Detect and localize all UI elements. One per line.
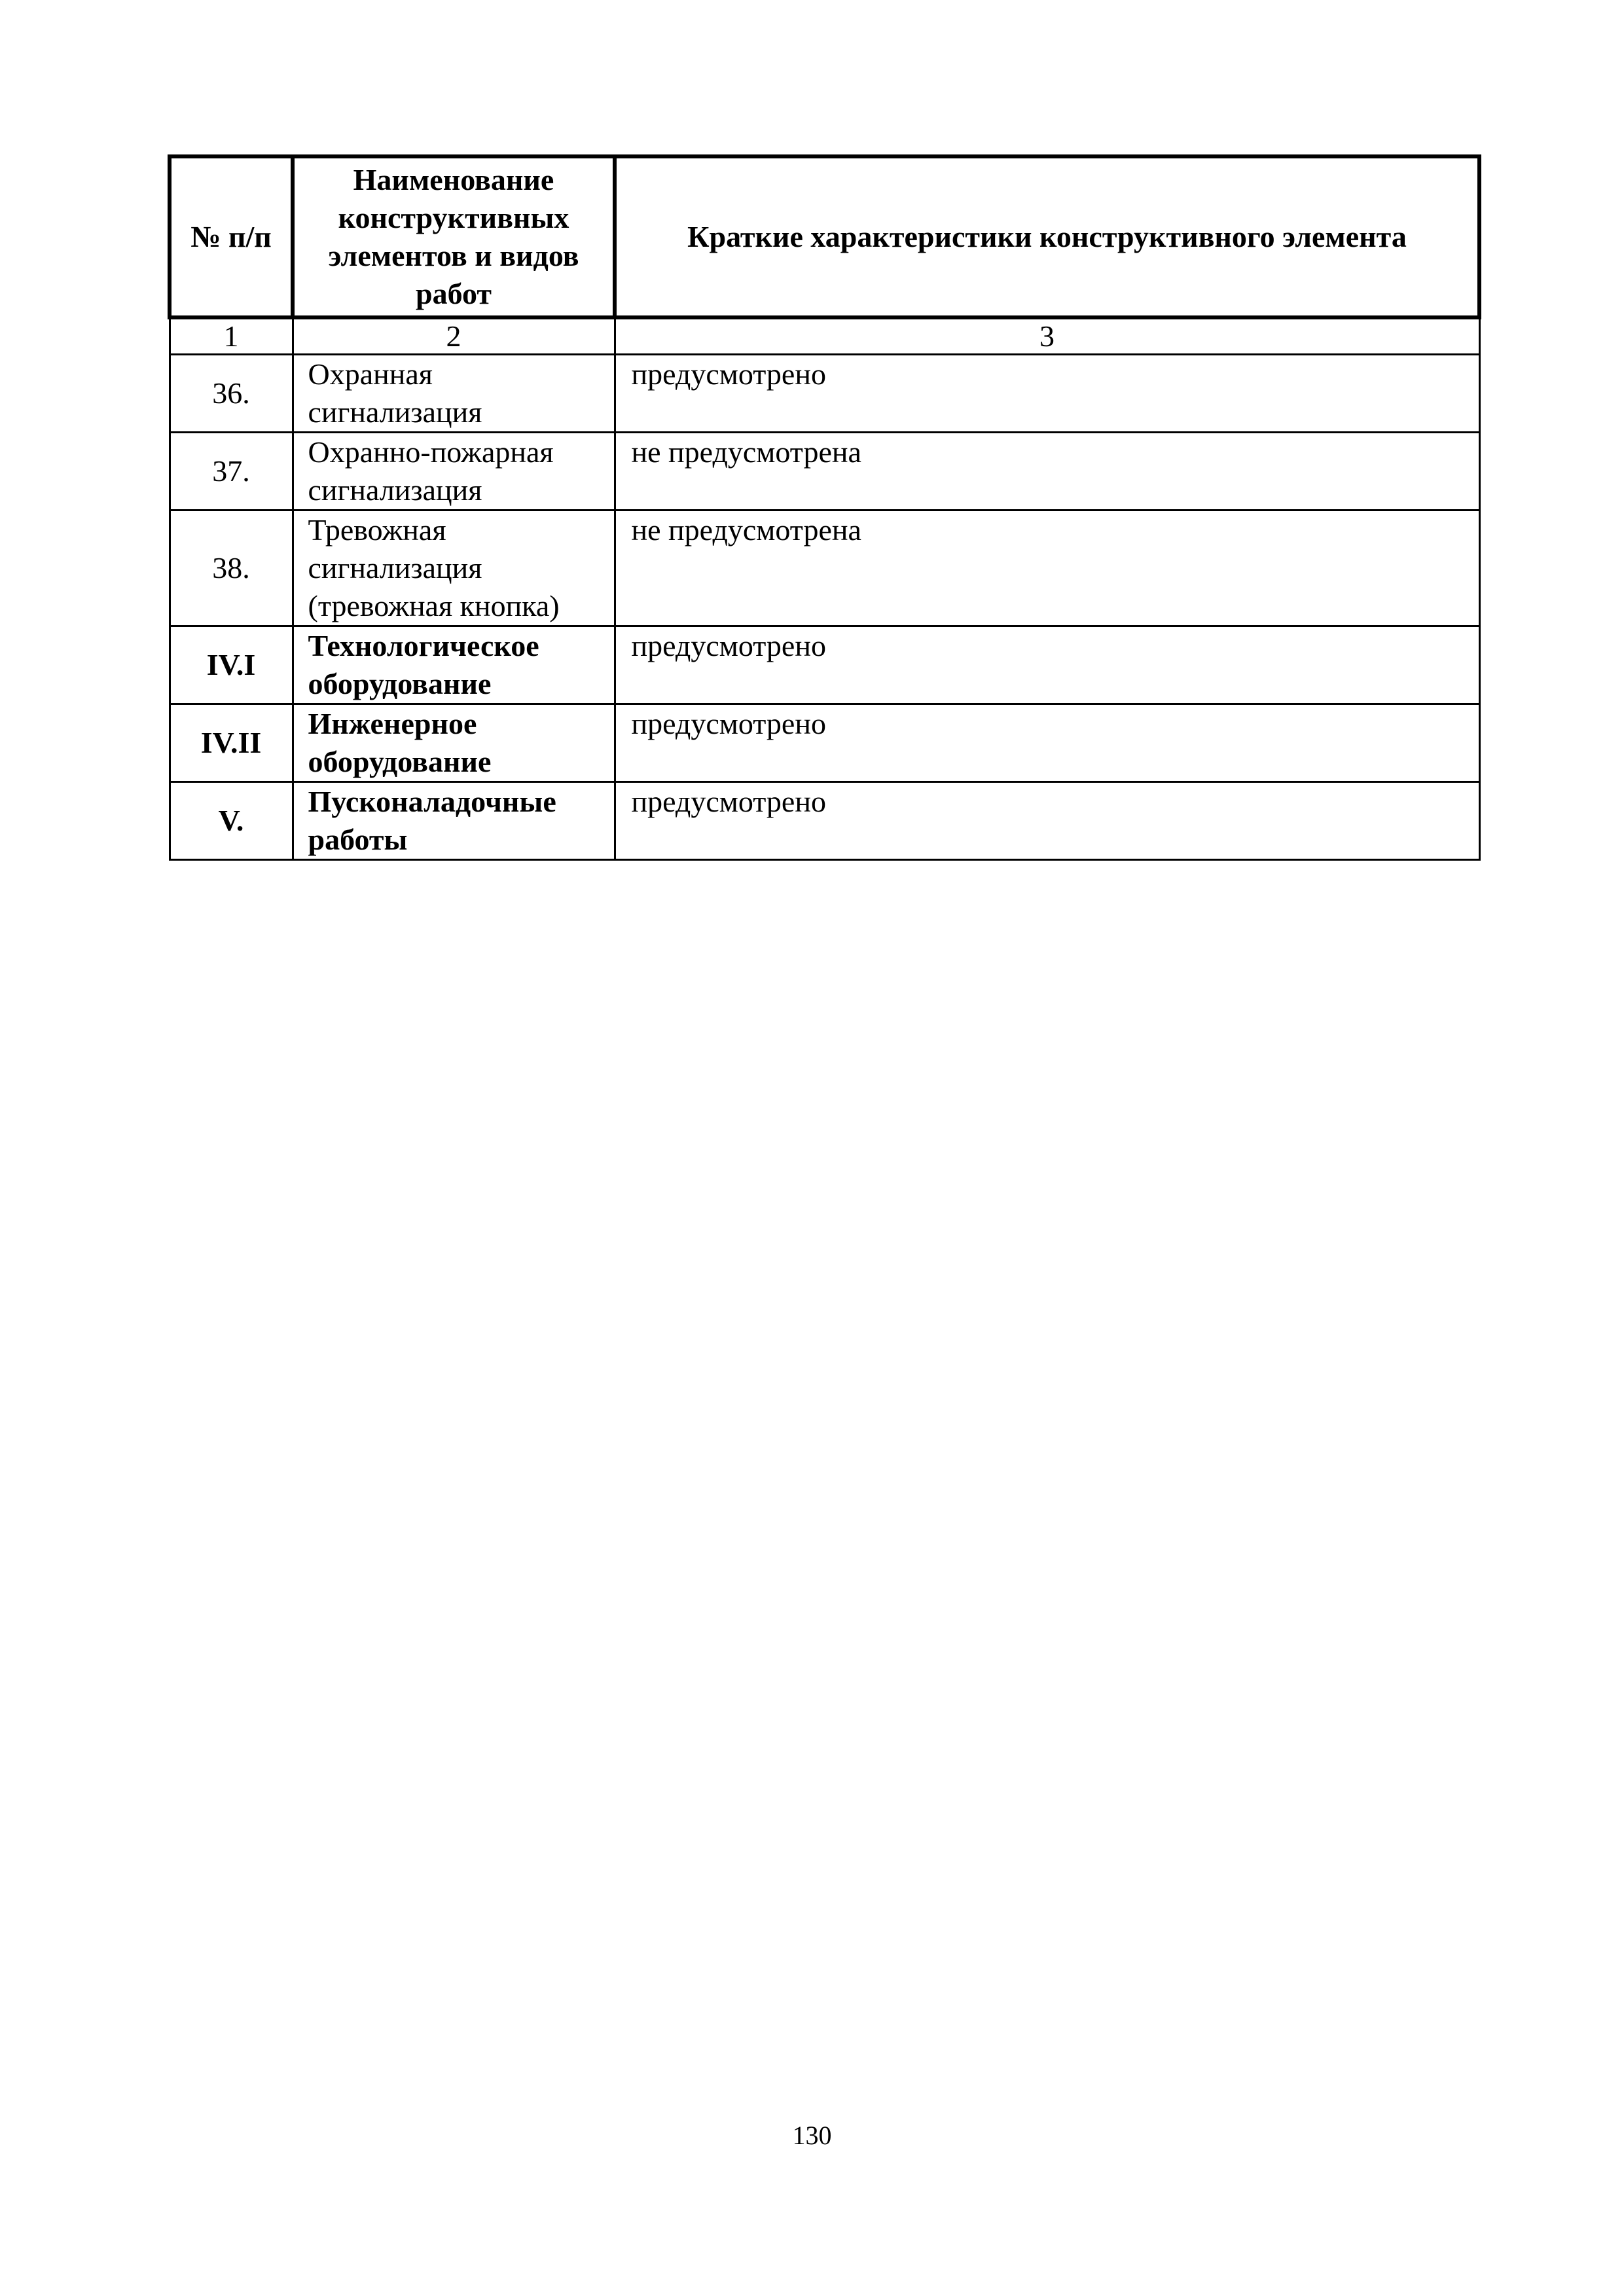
name-line: оборудование (308, 745, 492, 778)
header-element-name: Наименование конструктивных элементов и видов работ (293, 156, 615, 317)
row-characteristics: не предусмотрена (615, 433, 1479, 511)
name-line: Инженерное (308, 707, 477, 740)
row-element-name (293, 511, 615, 626)
name-line: сигнализация (308, 551, 482, 584)
specification-table (168, 154, 1481, 861)
section-number: IV.I (170, 626, 293, 704)
row-number: 38. (170, 511, 293, 626)
section-name (293, 782, 615, 860)
name-line: сигнализация (308, 473, 482, 507)
row-element-name (293, 433, 615, 511)
table-row (170, 626, 1479, 704)
column-number-row (170, 317, 1479, 355)
table-row (170, 511, 1479, 626)
table-row (170, 433, 1479, 511)
table-row (170, 782, 1479, 860)
page-number: 130 (792, 2121, 832, 2150)
name-line: Пусконаладочные (308, 785, 556, 818)
row-number: 36. (170, 355, 293, 433)
row-number: 37. (170, 433, 293, 511)
name-line: (тревожная кнопка) (308, 589, 560, 622)
table-row (170, 355, 1479, 433)
row-element-name (293, 355, 615, 433)
name-line: оборудование (308, 667, 492, 700)
column-number-2: 2 (293, 317, 615, 355)
section-name (293, 704, 615, 782)
column-number-3: 3 (615, 317, 1479, 355)
row-characteristics: предусмотрено (615, 704, 1479, 782)
row-characteristics: предусмотрено (615, 355, 1479, 433)
row-characteristics: предусмотрено (615, 626, 1479, 704)
name-line: Охранно-пожарная (308, 435, 554, 469)
row-characteristics: не предусмотрена (615, 511, 1479, 626)
name-line: Тревожная (308, 513, 446, 547)
name-line: сигнализация (308, 395, 482, 429)
table-header-row (170, 156, 1479, 317)
name-line: Охранная (308, 357, 433, 391)
row-characteristics: предусмотрено (615, 782, 1479, 860)
section-number: IV.II (170, 704, 293, 782)
table-row (170, 704, 1479, 782)
header-characteristics: Краткие характеристики конструктивного элемента (615, 156, 1479, 317)
column-number-1: 1 (170, 317, 293, 355)
section-number: V. (170, 782, 293, 860)
name-line: работы (308, 823, 408, 856)
header-number: № п/п (170, 156, 293, 317)
name-line: Технологическое (308, 629, 539, 662)
section-name (293, 626, 615, 704)
